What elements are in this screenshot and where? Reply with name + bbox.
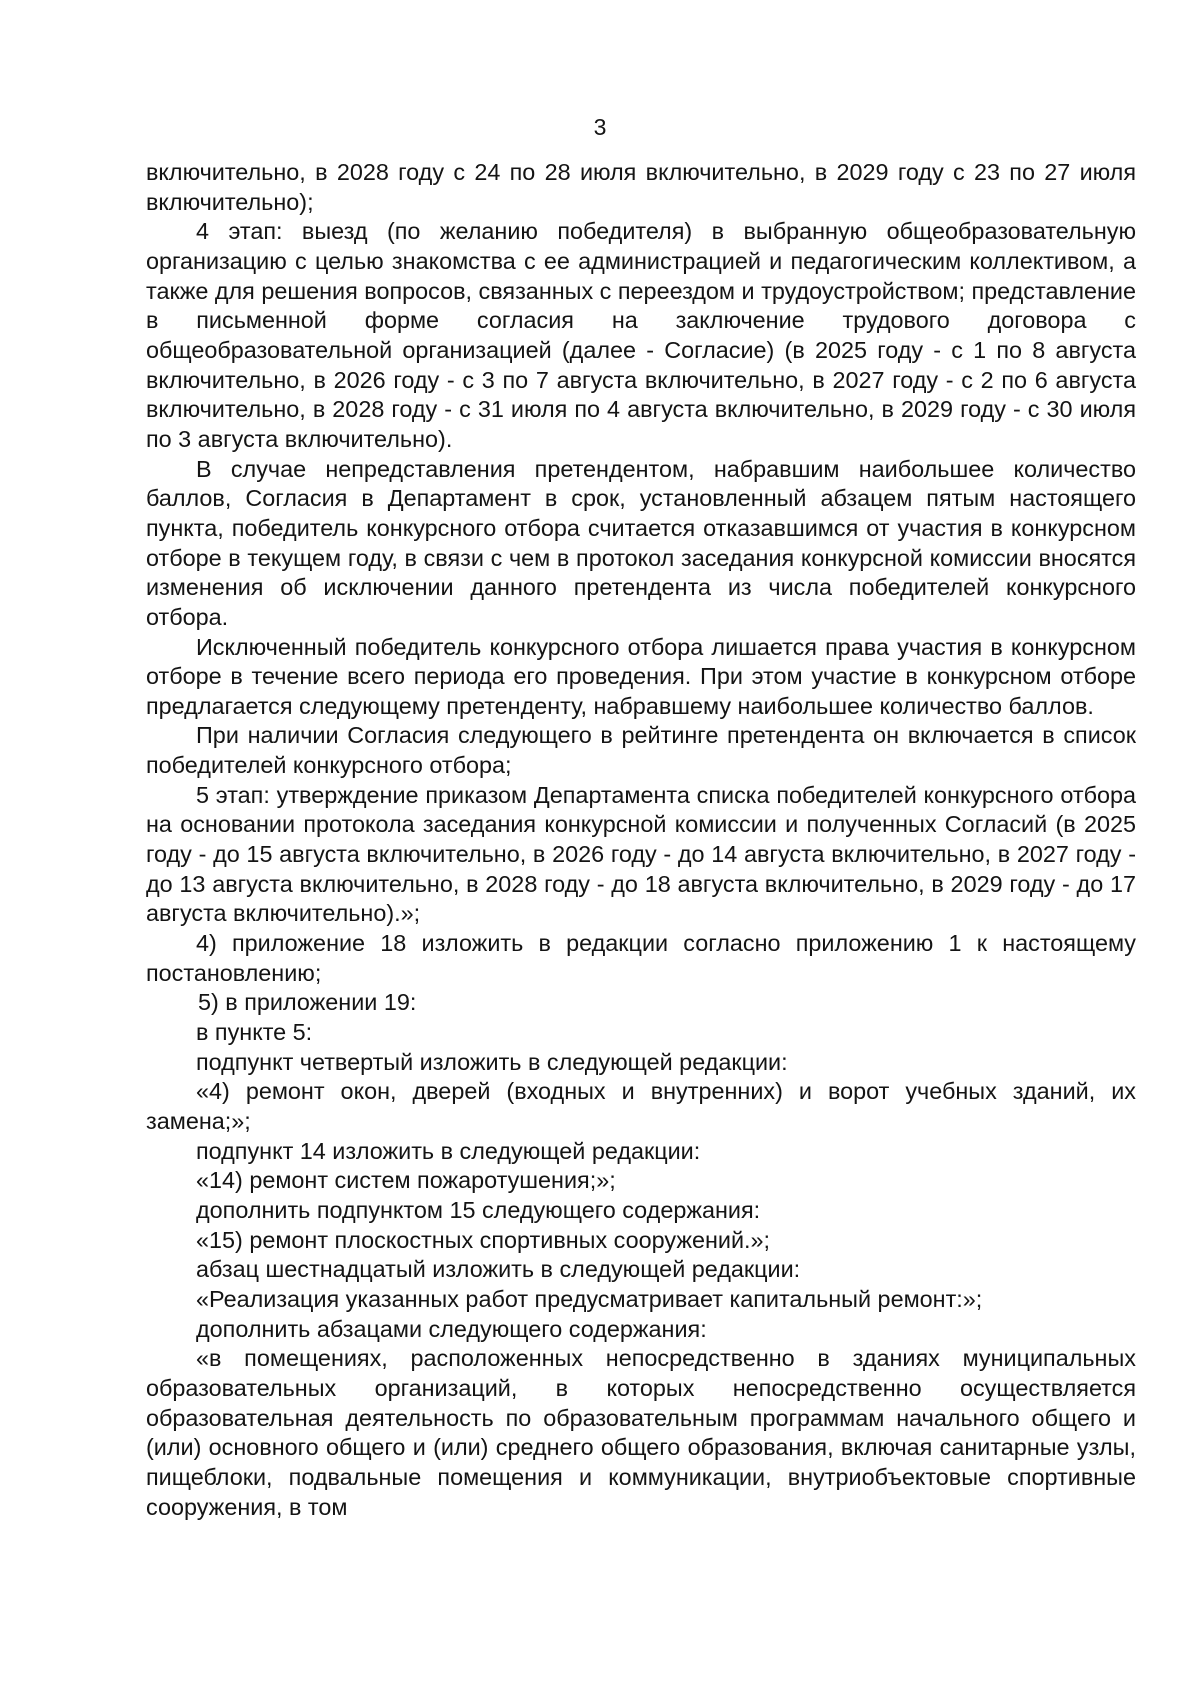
paragraph-sixteenth-instruction: абзац шестнадцатый изложить в следующей редакции: (196, 1256, 801, 1283)
paragraph-next-candidate: При наличии Согласия следующего в рейтинге претендента он включается в список победителей конкурсного отбора; (146, 722, 1136, 779)
paragraph-premises-text: «в помещениях, расположенных непосредственно в зданиях муниципальных образовательных организаций, в которых непосредственно осуществляется образовательная деятельность по образовательным программам начального общего и (или) основного общего и (или) среднего общего образования, включая санитарные узлы, пищеблоки, подвальные помещения и коммуникации, внутриобъектовые спортивные сооружения, в том (146, 1345, 1136, 1520)
paragraph-subclause-15-instruction: дополнить подпунктом 15 следующего содержания: (196, 1196, 761, 1223)
paragraph-non-submission: В случае непредставления претендентом, набравшим наибольшее количество баллов, Согласия в Департамент в срок, установленный абзацем пятым настоящего пункта, победитель конкурсного отбора считается отказавшимся от участия в конкурсном отборе в текущем году, в связи с чем в протокол заседания конкурсной комиссии вносятся изменения об исключении данного претендента из числа победителей конкурсного отбора. (146, 455, 1136, 630)
paragraph-stage-5: 5 этап: утверждение приказом Департамента списка победителей конкурсного отбора на основании протокола заседания конкурсной комиссии и полученных Согласий (в 2025 году - до 15 августа включительно, в 2026 году - до 14 августа включительно, в 2027 году - до 13 августа включительно, в 2028 году - до 18 августа включительно, в 2029 году - до 17 августа включительно).»; (146, 781, 1136, 927)
paragraph-subclause-4-instruction: подпункт четвертый изложить в следующей редакции: (196, 1048, 788, 1075)
paragraph-item-5-appendix-19: 5) в приложении 19: (198, 989, 417, 1016)
paragraph-additions-instruction: дополнить абзацами следующего содержания: (196, 1315, 707, 1342)
paragraph-subclause-4-text: «4) ремонт окон, дверей (входных и внутренних) и ворот учебных зданий, их замена;»; (146, 1078, 1136, 1134)
paragraph-stage-4: 4 этап: выезд (по желанию победителя) в выбранную общеобразовательную организацию с целью знакомства с ее администрацией и педагогическим коллективом, а также для решения вопросов, связанных с переездом и трудоустройством; представление в письменной форме согласия на заключение трудового договора с общеобразовательной организацией (далее - Согласие) (в 2025 году - с 1 по 8 августа включительно, в 2026 году - с 3 по 7 августа включительно, в 2027 году - с 2 по 6 августа включительно, в 2028 году - с 31 июля по 4 августа включительно, в 2029 году - с 30 июля по 3 августа включительно). (146, 218, 1136, 452)
page-number: 3 (593, 114, 607, 140)
document-body (146, 158, 1136, 1522)
paragraph-continuation: включительно, в 2028 году с 24 по 28 июля включительно, в 2029 году с 23 по 27 июля включительно); (146, 159, 1136, 215)
paragraph-item-4-appendix-18: 4) приложение 18 изложить в редакции согласно приложению 1 к настоящему постановлению; (146, 930, 1136, 986)
paragraph-sixteenth-text: «Реализация указанных работ предусматривает капитальный ремонт:»; (196, 1285, 983, 1312)
paragraph-in-clause-5: в пункте 5: (196, 1019, 313, 1046)
paragraph-excluded-winner: Исключенный победитель конкурсного отбора лишается права участия в конкурсном отборе в течение всего периода его проведения. При этом участие в конкурсном отборе предлагается следующему претенденту, набравшему наибольшее количество баллов. (146, 633, 1136, 719)
paragraph-subclause-14-text: «14) ремонт систем пожаротушения;»; (196, 1167, 616, 1194)
paragraph-subclause-14-instruction: подпункт 14 изложить в следующей редакции: (196, 1137, 701, 1164)
paragraph-subclause-15-text: «15) ремонт плоскостных спортивных сооружений.»; (196, 1226, 771, 1253)
